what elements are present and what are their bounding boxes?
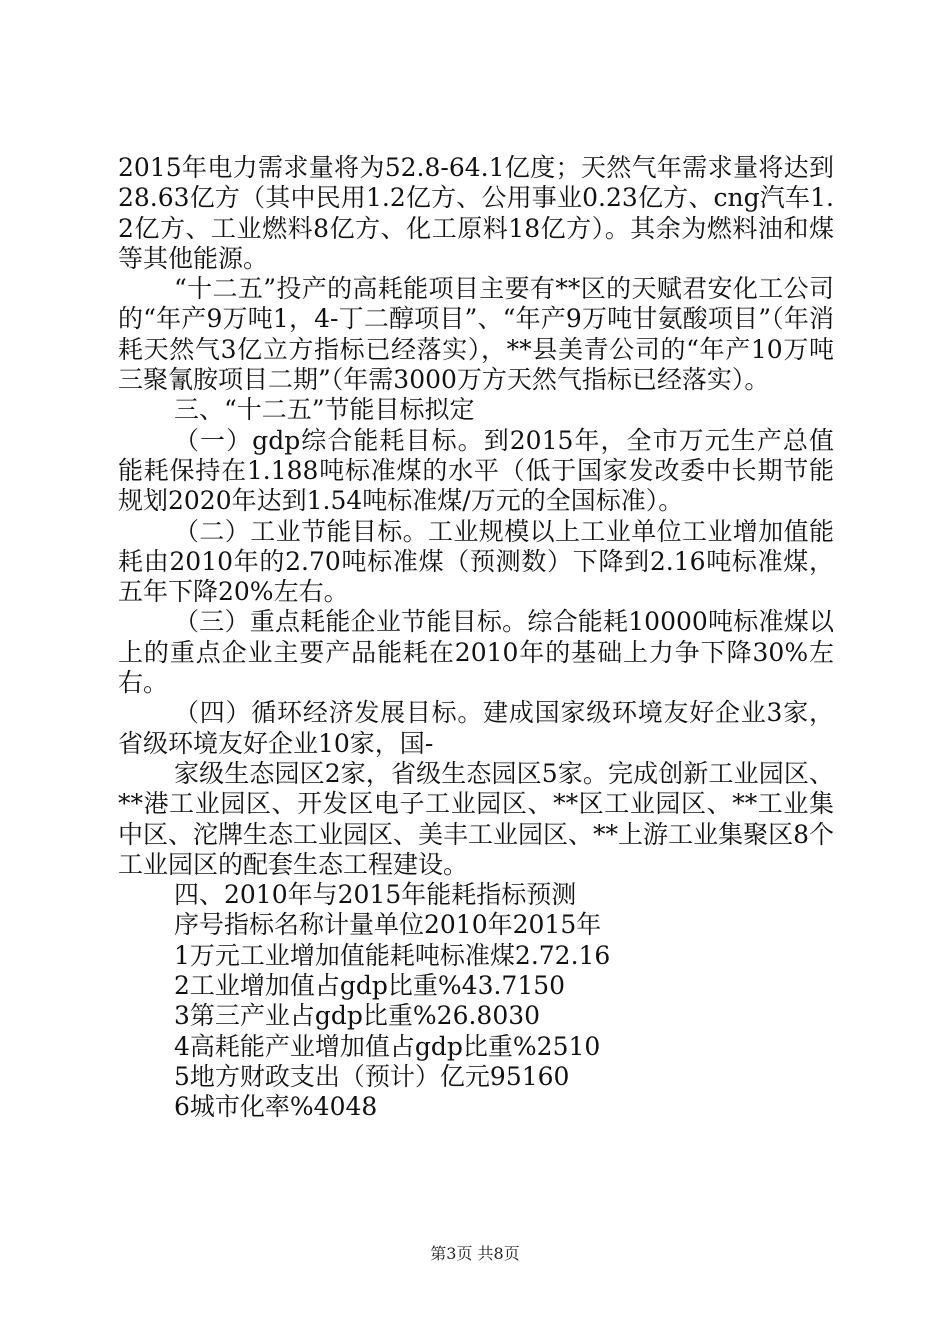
paragraph-circular-economy-target: （四）循环经济发展目标。建成国家级环境友好企业3家，省级环境友好企业10家，国- — [118, 698, 834, 758]
table-row: 4高耗能产业增加值占gdp比重%2510 — [174, 1031, 601, 1061]
section-heading-targets: 三、“十二五”节能目标拟定 — [174, 395, 475, 425]
paragraph-industry-target: （二）工业节能目标。工业规模以上工业单位工业增加值能耗由2010年的2.70吨标准煤（预测数）下降到2.16吨标准煤，五年下降20%左右。 — [118, 516, 834, 607]
paragraph-key-enterprise-target: （三）重点耗能企业节能目标。综合能耗10000吨标准煤以上的重点企业主要产品能耗在2010年的基础上力争下降30%左右。 — [118, 607, 834, 698]
page-number-footer: 第3页 共8页 — [430, 1244, 520, 1263]
document-body — [118, 153, 834, 1123]
table-row: 3第三产业占gdp比重%26.8030 — [174, 1001, 541, 1031]
table-row: 1万元工业增加值能耗吨标准煤2.72.16 — [174, 940, 611, 970]
table-row: 2工业增加值占gdp比重%43.7150 — [174, 971, 566, 1001]
table-row: 5地方财政支出（预计）亿元95160 — [174, 1061, 570, 1091]
section-heading-forecast: 四、2010年与2015年能耗指标预测 — [174, 880, 577, 910]
paragraph-high-energy-projects: “十二五”投产的高耗能项目主要有**区的天赋君安化工公司的“年产9万吨1，4-丁二醇项目”、“年产9万吨甘氨酸项目”（年消耗天然气3亿立方指标已经落实），**县美青公司的“年产10万吨三聚氰胺项目二期”（年需3000万方天然气指标已经落实）。 — [118, 274, 834, 395]
table-row: 6城市化率%4048 — [174, 1092, 378, 1122]
paragraph-gdp-target: （一）gdp综合能耗目标。到2015年，全市万元生产总值能耗保持在1.188吨标准煤的水平（低于国家发改委中长期节能规划2020年达到1.54吨标准煤/万元的全国标准）。 — [118, 425, 834, 516]
paragraph-energy-demand: 2015年电力需求量将为52.8-64.1亿度；天然气年需求量将达到28.63亿方（其中民用1.2亿方、公用事业0.23亿方、cng汽车1.2亿方、工业燃料8亿方、化工原料18亿方）。其余为燃料油和煤等其他能源。 — [118, 153, 834, 273]
table-header-row: 序号指标名称计量单位2010年2015年 — [174, 910, 602, 940]
paragraph-eco-parks: 家级生态园区2家，省级生态园区5家。完成创新工业园区、**港工业园区、开发区电子工业园区、**区工业园区、**工业集中区、沱牌生态工业园区、美丰工业园区、**上游工业集聚区8个工业园区的配套生态工程建设。 — [118, 758, 834, 879]
